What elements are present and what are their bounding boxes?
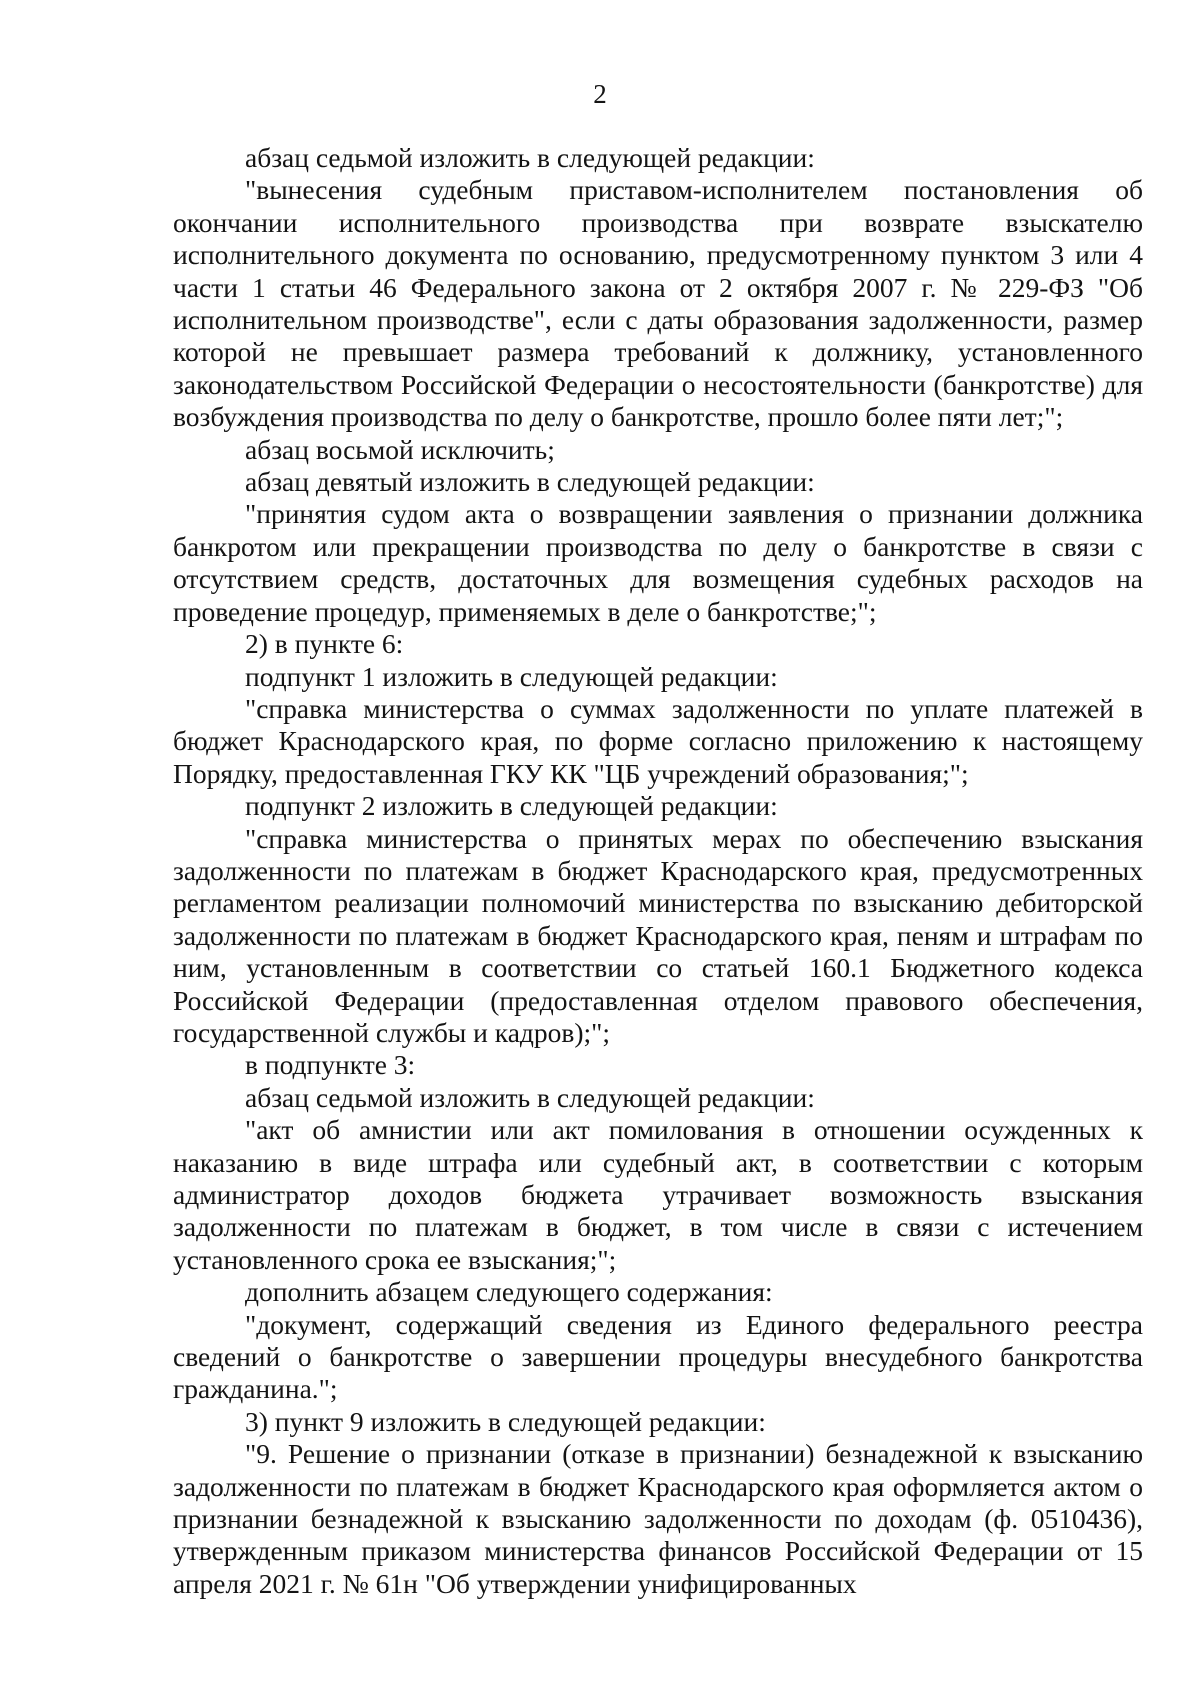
paragraph-9: подпункт 2 изложить в следующей редакции:	[245, 790, 778, 822]
paragraph-16: 3) пункт 9 изложить в следующей редакции:	[245, 1405, 766, 1437]
paragraph-17: "9. Решение о признании (отказе в признании) безнадежной к взысканию задолженности по платежам в бюджет Краснодарского края оформляется актом о признании безнадежной к взысканию задолженности по доходам (ф. 0510436), утвержденным приказом министерства финансов Российской Федерации от 15 апреля 2021 г. № 61н "Об утверждении унифицированных	[173, 1438, 1143, 1599]
page-number: 2	[593, 79, 607, 109]
paragraph-14: дополнить абзацем следующего содержания:	[245, 1276, 773, 1308]
paragraph-15: "документ, содержащий сведения из Единого федерального реестра сведений о банкротстве о завершении процедуры внесудебного банкротства гражданина.";	[173, 1308, 1143, 1405]
paragraph-5: "принятия судом акта о возвращении заявления о признании должника банкротом или прекращении производства по делу о банкротстве в связи с отсутствием средств, достаточных для возмещения судебных расходов на проведение процедур, применяемых в деле о банкротстве;";	[173, 498, 1143, 627]
paragraph-8: "справка министерства о суммах задолженности по уплате платежей в бюджет Краснодарского края, по форме согласно приложению к настоящему Порядку, предоставленная ГКУ КК "ЦБ учреждений образования;";	[173, 692, 1143, 789]
paragraph-1: абзац седьмой изложить в следующей редакции:	[245, 142, 815, 173]
paragraph-2: "вынесения судебным приставом-исполнителем постановления об окончании исполнительного производства при возврате взыскателю исполнительного документа по основанию, предусмотренному пунктом 3 или 4 части 1 статьи 46 Федерального закона от 2 октября 2007 г. № 229-ФЗ "Об исполнительном производстве", если с даты образования задолженности, размер которой не превышает размера требований к должнику, установленного законодательством Российской Федерации о несостоятельности (банкротстве) для возбуждения производства по делу о банкротстве, прошло более пяти лет;";	[173, 174, 1143, 433]
paragraph-10: "справка министерства о принятых мерах по обеспечению взыскания задолженности по платежам в бюджет Краснодарского края, предусмотренных регламентом реализации полномочий министерства по взысканию дебиторской задолженности по платежам в бюджет Краснодарского края, пеням и штрафам по ним, установленным в соответствии со статьей 160.1 Бюджетного кодекса Российской Федерации (предоставленная отделом правового обеспечения, государственной службы и кадров);";	[173, 822, 1143, 1048]
paragraph-7: подпункт 1 изложить в следующей редакции:	[245, 660, 778, 692]
paragraph-12: абзац седьмой изложить в следующей редакции:	[245, 1081, 815, 1113]
paragraph-11: в подпункте 3:	[245, 1049, 416, 1081]
paragraph-3: абзац восьмой исключить;	[245, 433, 555, 465]
paragraph-13: "акт об амнистии или акт помилования в отношении осужденных к наказанию в виде штрафа или судебный акт, в соответствии с которым администратор доходов бюджета утрачивает возможность взыскания задолженности по платежам в бюджет, в том числе в связи с истечением установленного срока ее взыскания;";	[173, 1114, 1143, 1275]
paragraph-6: 2) в пункте 6:	[245, 628, 404, 660]
paragraph-4: абзац девятый изложить в следующей редакции:	[245, 466, 815, 498]
document-body	[173, 142, 1143, 1600]
